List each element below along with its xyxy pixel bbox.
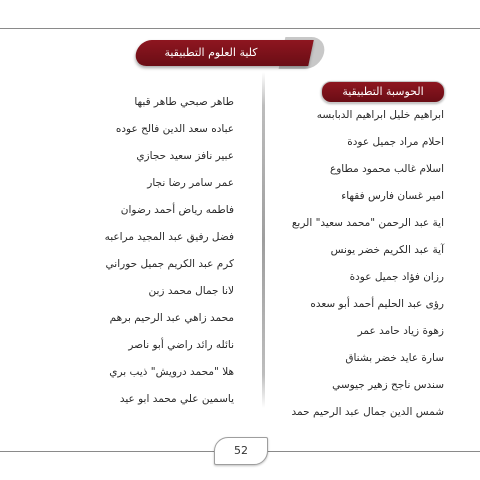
list-item: رؤى عبد الحليم أحمد أبو سعده xyxy=(310,298,444,310)
list-item: لانا جمال محمد زبن xyxy=(148,285,234,297)
list-item: اية عبد الرحمن "محمد سعيد" الربع xyxy=(291,217,444,229)
list-item: زهوة زياد حامد عمر xyxy=(357,325,444,337)
list-item: نائله رائد راضي أبو ناصر xyxy=(128,339,234,351)
list-item: امير غسان فارس فقهاء xyxy=(341,190,444,202)
top-rule xyxy=(0,28,480,29)
list-item: طاهر صبحي طاهر قبها xyxy=(134,96,234,108)
list-item: اسلام غالب محمود مطاوع xyxy=(329,163,444,175)
list-item: احلام مراد جميل عودة xyxy=(347,136,444,148)
list-item: آية عبد الكريم خضر يونس xyxy=(330,244,444,256)
left-name-list xyxy=(44,95,234,425)
list-item: محمد زاهي عبد الرحيم برهم xyxy=(109,312,234,324)
list-item: فاطمه رياض أحمد رضوان xyxy=(120,204,234,216)
list-item: عباده سعد الدين فالح عوده xyxy=(115,123,234,135)
department-label: الحوسبة التطبيقية xyxy=(321,81,445,103)
list-item: فضل رفيق عبد المجيد مراعبه xyxy=(104,231,234,243)
list-item: رزان فؤاد جميل عودة xyxy=(349,271,444,283)
page-number: 52 xyxy=(214,437,268,465)
list-item: ياسمين علي محمد ابو عيد xyxy=(119,393,234,405)
list-item: كرم عبد الكريم جميل حوراني xyxy=(105,258,234,270)
list-item: هلا "محمد درويش" ذيب بري xyxy=(109,366,234,378)
list-item: عبير نافز سعيد حجازي xyxy=(136,150,234,162)
list-item: عمر سامر رضا نجار xyxy=(147,177,234,189)
list-item: ابراهيم خليل ابراهيم الدبابسه xyxy=(316,109,444,121)
list-item: شمس الدين جمال عبد الرحيم حمد xyxy=(291,406,444,418)
faculty-title: كلية العلوم التطبيقية xyxy=(164,46,258,59)
right-name-list xyxy=(244,108,444,428)
list-item: سندس ناجح زهير جيوسي xyxy=(332,379,444,391)
list-item: سارة عايد خضر بشناق xyxy=(345,352,444,364)
